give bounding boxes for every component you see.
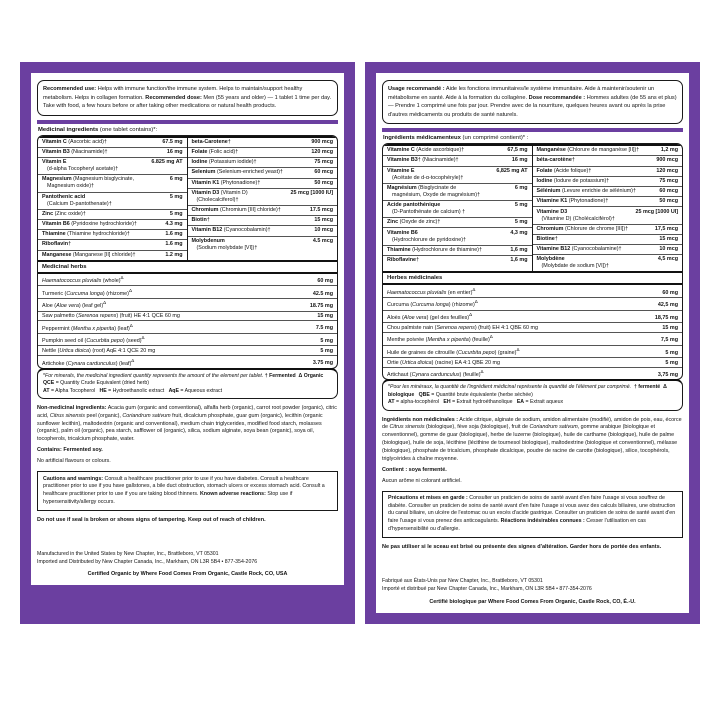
ingredient-amount: 75 mcg [659, 177, 678, 184]
ingredient-amount: 1,6 mg [510, 246, 528, 253]
recommended-use-box [37, 80, 338, 116]
cautions-and-warnings-box: Cautions and warnings: Consult a healthcare practitioner prior to use if you have diabetes. Consult a healthcare practitioner prior to use if you have gallstones, a bile duct obstruction, stomach ulcers or excess stomach acid. Consult a healthcare practitioner prior to use if you are taking blood thinners. Known adverse reactions: Stop use if hypersensitivity/allergy occurs. [37, 471, 338, 511]
ingredient-amount: 1.2 mg [165, 251, 183, 258]
ingredient-amount: 5 mg [514, 219, 528, 226]
ingredient-name: Vitamine B12 (Cyanocobalamine)† [536, 246, 622, 253]
ingredient-amount: 900 mcg [656, 157, 678, 164]
ingredient-amount: 25 mcg [1000 UI] [635, 208, 678, 215]
herb-name: Peppermint (Mentha x piperita) (leaf)$^\Delta$ [42, 322, 133, 332]
herb-row [383, 285, 682, 298]
ingredient-name: Biotine† [536, 235, 558, 242]
ingredient-row [38, 220, 187, 230]
ingredient-row [188, 179, 338, 189]
purple-divider [37, 120, 338, 124]
ingredient-amount: 1,6 mg [510, 256, 528, 263]
herb-name: Turmeric (Curcuma longa) (rhizome)$^\Delta$ [42, 287, 132, 297]
herb-name: Chou palmiste nain (Serenoa repens) (fruit) EH 4:1 QBE 60 mg [387, 324, 539, 331]
ingredient-subname: (Cholecalciferol)† [196, 196, 239, 203]
no-artificial-statement: Aucun arôme ni colorant artificiel. [382, 477, 462, 484]
herb-row [383, 298, 682, 311]
ingredient-row [383, 156, 532, 166]
ingredient-amount: 4,5 mcg [657, 256, 678, 263]
medicinal-herbs-title: Herbes médicinales [383, 271, 682, 285]
manufacturer-line-1: Manufactured in the United States by New Chapter, Inc., Brattleboro, VT 05301 [37, 550, 219, 557]
ingredient-row [38, 175, 187, 192]
ingredient-name: Iodine (Iodure de potassium)† [536, 177, 610, 184]
herb-amount: 5 mg [665, 349, 678, 356]
ingredient-name: Molybdenum (Sodium molybdate [VI])† [191, 237, 258, 251]
label-panel-en [20, 62, 355, 624]
herb-row [383, 346, 682, 359]
ingredient-name: Zinc (Oxyde de zinc)† [387, 219, 441, 226]
herb-amount: 15 mg [317, 312, 333, 319]
ingredient-name: Riboflavin† [42, 241, 72, 248]
herb-amount: 42,5 mg [657, 302, 678, 309]
herb-row [383, 323, 682, 333]
herb-amount: 18.75 mg [309, 303, 333, 310]
ingredient-amount: 16 mg [166, 148, 183, 155]
ingredient-row [188, 237, 338, 253]
ingredient-subname: (D-Pantothénate de calcium) † [392, 209, 466, 216]
ingredient-name: Vitamine B3† (Niacinamide)† [387, 157, 459, 164]
herb-name: Artichaut (Cynara cardunculus) (feuille)$^\Delta$ [387, 369, 484, 379]
ingredient-subname: (Vitamine D) (Cholécalciférol)† [541, 215, 615, 222]
ingredient-name: Vitamin K1 (Phytonadione)† [191, 179, 261, 186]
ingredient-row [533, 167, 683, 177]
ingredient-row [188, 138, 338, 148]
ingredient-name: beta-Carotene† [191, 138, 231, 145]
ingredient-amount: 5 mg [169, 210, 183, 217]
ingredient-row [533, 197, 683, 207]
ingredient-row [533, 207, 683, 224]
ingredient-name: Zinc (Zinc oxide)† [42, 210, 86, 217]
ingredient-amount: 120 mcg [656, 167, 678, 174]
herb-amount: 7.5 mg [315, 325, 333, 332]
ingredient-amount: 17.5 mcg [309, 207, 333, 214]
herb-row [38, 312, 337, 322]
ingredient-row [383, 201, 532, 218]
ingredient-row [383, 167, 532, 184]
ingredient-amount: 60 mcg [659, 188, 678, 195]
non-medicinal-ingredients: Non-medicinal ingredients: Acacia gum (organic and conventional), alfalfa herb (organic), carrot root powder (organic), citric acid, Citrus sinensis peel (organic), Coriandrum sativum fruit, dicalcium phosphate, guar gum (organic), lecithin (organic sunflower lecithin), maltodextrin (organic and conventional), medium chain triglycerides, modified food starch, molasses (organic), palm oil (organic), pea starch, safflower oil (organic), silica, sodium alginate, soya bean (organic), soya oil, tocopherols, tricalcium phosphate, water. [37, 404, 337, 443]
ingredient-amount: 15 mcg [314, 217, 333, 224]
ingredient-name: Magnesium (Magnesium bisglycinate, Magnesium oxide)† [42, 176, 134, 190]
herb-amount: 18,75 mg [654, 314, 678, 321]
ingredient-amount: 10 mcg [314, 227, 333, 234]
herb-name: Ortie (Urtica dioica) (racine) EA 4:1 QBE 20 mg [387, 359, 500, 366]
ingredient-row [533, 225, 683, 235]
herbs-list [383, 285, 682, 379]
ingredient-subname: magnésium, Oxyde de magnésium)† [392, 191, 481, 198]
ingredient-row [38, 240, 187, 250]
ingredient-row [188, 226, 338, 236]
manufacturer-info [382, 578, 683, 594]
ingredient-amount: 60 mcg [314, 169, 333, 176]
herb-name: Aloès (Aloe vera) (gel des feuilles)$^\Delta$ [387, 312, 473, 321]
herb-amount: 7,5 mg [660, 337, 678, 344]
herb-amount: 5 mg [665, 359, 678, 366]
ingredient-row [533, 255, 683, 271]
herb-name: Saw palmetto (Serenoa repens) (fruit) HE 4:1 QCE 60 mg [42, 312, 180, 319]
herb-name: Nettle (Urtica dioica) (root) AqE 4:1 QCE 20 mg [42, 347, 156, 354]
ingredient-amount: 67.5 mg [162, 138, 183, 145]
ingredients-table [382, 143, 683, 380]
ingredient-amount: 6,825 mg AT [496, 167, 528, 174]
ingredient-name: Folate (Folic acid)† [191, 148, 239, 155]
contains-statement: Contient : soya fermenté. [382, 466, 447, 473]
non-medicinal-ingredients: Ingrédients non médicinales : Acide citrique, alginate de sodium, amidon alimentaire (modifié), amidon de pois, eau, écorce de Citrus sinensis (biologique), fève soja (biologique), fruit de Coriandrum sativum, gomme arabique (biologique et conventionnel), gomme de guar (biologique), herbe de luzerne (biologique), huile de carthame (biologique), huile de palme (biologique), huile de soja, lécithine (lécithine de tournesol biologique), maltodextrine (biologique et conventionnel), mélasse (biologique), phosphate de tricalcium, phosphate dicalcique, poudre de racine de carotte (biologique), silice, tocophérols, triglycérides à chaîne moyenne. [382, 416, 682, 462]
ingredient-amount: 5 mg [169, 193, 183, 200]
herb-name: Aloe (Aloe vera) (leaf gel)$^\Delta$ [42, 300, 107, 310]
herb-row [38, 286, 337, 299]
ingredient-name: Riboflavine† [387, 256, 420, 263]
ingredient-subname: Magnesium oxide)† [47, 183, 95, 190]
ingredients-table [37, 135, 338, 369]
herb-row [383, 333, 682, 346]
panel-inner [376, 73, 689, 613]
manufacturer-line-2: Imported and Distributed by New Chapter Canada, Inc., Markham, ON L3R 5B4 • 877-354-2076 [37, 558, 258, 565]
ingredient-name: Vitamine C (Acide ascorbique)† [387, 147, 465, 154]
organic-certification: Certifié biologique par Where Food Comes From Organic, Castle Rock, CO, É.-U. [429, 598, 636, 605]
herb-amount: 5 mg [320, 347, 333, 354]
herb-name: Curcuma (Curcuma longa) (rhizome)$^\Delta$ [387, 299, 478, 309]
ingredient-row [38, 251, 187, 260]
ingredient-name: Magnésium (Bisglycinate de magnésium, Oxyde de magnésium)† [387, 184, 481, 198]
ingredient-row [533, 146, 683, 156]
herb-row [383, 311, 682, 324]
ingredients-column-right [188, 138, 338, 260]
ingredient-row [383, 256, 532, 265]
ingredient-amount: 16 mg [511, 157, 528, 164]
panel-inner [31, 73, 344, 585]
ingredient-row [533, 245, 683, 255]
ingredient-name: Pantothenic acid (Calcium D-pantothenate)† [42, 193, 112, 207]
ingredient-name: Biotin† [191, 217, 210, 224]
ingredient-amount: 6 mg [169, 176, 183, 183]
ingredient-name: Thiamine (Hydrochlorure de thiamine)† [387, 246, 482, 253]
ingredient-row [188, 206, 338, 216]
ingredient-row [38, 210, 187, 220]
manufacturer-info [37, 551, 338, 567]
herb-name: Haematococcus pluvialis (whole)$^\Delta$ [42, 275, 124, 284]
manufacturer-line-2: Importé et distribué par New Chapter Canada, Inc., Markham, ON L3R 5B4 • 877-354-2076 [382, 585, 592, 592]
label-panel-fr [365, 62, 700, 624]
ingredients-column-left [38, 138, 188, 260]
ingredient-name: béta-carotène† [536, 157, 575, 164]
ingredient-name: Vitamine K1 (Phytonadione)† [536, 198, 609, 205]
ingredient-amount: 1,2 mg [660, 147, 678, 154]
ingredient-amount: 6 mg [514, 184, 528, 191]
ingredient-name: Selenium (Selenium-enriched yeast)† [191, 169, 283, 176]
ingredient-row [188, 148, 338, 158]
ingredient-amount: 25 mcg [1000 IU] [290, 189, 333, 196]
herb-amount: 15 mg [662, 324, 678, 331]
herb-amount: 3,75 mg [657, 372, 678, 379]
ingredient-row [383, 184, 532, 201]
herb-name: Huile de graines de citrouille (Cucurbita pepo) (graine)$^\Delta$ [387, 346, 520, 356]
ingredient-name: Vitamin D3 (Vitamin D) (Cholecalciferol)† [191, 189, 248, 203]
ingredient-amount: 50 mcg [659, 198, 678, 205]
ingredient-name: Vitamin B3 (Niacinamide)† [42, 148, 108, 155]
organic-certification: Certified Organic by Where Food Comes From Organic, Castle Rock, CO, USA [87, 571, 288, 578]
ingredient-subname: (Hydrochlorure de pyridoxine)† [392, 236, 467, 243]
ingredient-name: Vitamine B6 (Hydrochlorure de pyridoxine)† [387, 229, 467, 243]
ingredient-name: Thiamine (Thiamine hydrochloride)† [42, 231, 130, 238]
ingredient-row [188, 189, 338, 206]
herb-amount: 60 mg [662, 289, 678, 296]
herb-row [383, 368, 682, 380]
no-artificial-statement: No artificial flavours or colours. [37, 458, 111, 465]
herb-row [38, 346, 337, 356]
cautions-and-warnings-box: Précautions et mises en garde : Consulter un praticien de soins de santé avant d'en faire l'usage si vous souffrez de diabète. Consulter un praticien de soins de santé avant d'en faire l'usage si vous avez des calculs biliaires, une obstruction du canal biliaire, un ulcère de l'estomac ou un excès d'acide gastrique. Consulter un praticien de soins de santé avant d'en faire l'usage si vous prenez des anticoagulants. Réactions indésirables connues : Cesser l'utilisation en cas d'hypersensibilité ou d'allergie. [382, 491, 683, 538]
tamper-seal-warning: Do not use if seal is broken or shows signs of tampering. Keep out of reach of children. [37, 516, 266, 523]
medicinal-ingredients-title: Ingrédients médicamenteux (un comprimé contient)* : [383, 135, 529, 141]
ingredient-name: Vitamin B12 (Cyanocobalamin)† [191, 227, 271, 234]
ingredient-name: Molybdène (Molybdate de sodium [VI])† [536, 256, 609, 270]
ingredient-row [383, 246, 532, 256]
recommended-use-text: Recommended use: Helps with immune function/the immune system. Helps to maintain/support healthy metabolism. Helps in collagen formation. Recommended dose: Men (55 years and older) — 1 tablet 1 time per day. Take with food, a few hours before or after taking other medications or natural health products. [43, 86, 332, 109]
herbs-list [38, 274, 337, 368]
ingredient-amount: 120 mcg [311, 148, 333, 155]
ingredient-name: Folate (Acide folique)† [536, 167, 592, 174]
ingredient-amount: 10 mcg [659, 246, 678, 253]
ingredient-amount: 5 mg [514, 202, 528, 209]
recommended-use-box [382, 80, 683, 124]
ingredient-amount: 900 mcg [311, 138, 333, 145]
ingredient-name: Acide pantothénique (D-Pantothénate de calcium) † [387, 202, 466, 216]
ingredient-row [38, 158, 187, 175]
herb-amount: 42.5 mg [312, 290, 333, 297]
ingredient-row [188, 216, 338, 226]
ingredient-amount: 4.5 mcg [312, 237, 333, 244]
ingredients-footnote: *For minerals, the medicinal ingredient quantity represents the amount of the element per tablet. † Fermented Δ Organic QCE = Quantity Crude Equivalent (dried herb) AT = Alpha Tocopherol HE = Hydroethanolic extract AqE = Aqueous extract [37, 368, 338, 399]
tamper-seal-warning: Ne pas utiliser si le sceau est brisé ou présente des signes d'altération. Garder hors de portée des enfants. [382, 543, 662, 550]
ingredient-name: Iodine (Potassium iodide)† [191, 159, 257, 166]
herb-name: Menthe poivrée (Mentha x piperita) (feuille)$^\Delta$ [387, 334, 493, 344]
ingredient-name: Chromium (Chromium [III] chloride)† [191, 207, 281, 214]
herb-row [38, 334, 337, 347]
ingredient-row [188, 158, 338, 168]
herb-name: Haematococcus pluvialis (en entier)$^\Delta$ [387, 286, 476, 296]
ingredient-row [383, 228, 532, 245]
ingredient-amount: 15 mcg [659, 235, 678, 242]
ingredients-column-left [383, 146, 533, 271]
ingredient-row [38, 148, 187, 158]
ingredient-amount: 4,3 mg [510, 229, 528, 236]
ingredients-columns [383, 146, 682, 271]
herb-name: Pumpkin seed oil (Cucurbita pepo) (seed)$^\Delta$ [42, 335, 145, 345]
ingredient-name: Sélénium (Levure enrichie de sélénium)† [536, 188, 636, 195]
ingredient-name: Vitamine D3 (Vitamine D) (Cholécalciférol)† [536, 208, 615, 222]
ingredient-name: Vitamin B6 (Pyridoxine hydrochloride)† [42, 221, 137, 228]
ingredient-name: Manganese (Manganese [II] chloride)† [42, 251, 136, 258]
ingredient-subname: (Sodium molybdate [VI])† [196, 244, 258, 251]
ingredient-amount: 1.6 mg [165, 231, 183, 238]
ingredients-column-right [533, 146, 683, 271]
manufacturer-line-1: Fabriqué aux États-Unis par New Chapter, Inc., Brattleboro, VT 05301 [382, 577, 543, 584]
herb-name: Artichoke (Cynara cardunculus) (leaf)$^\Delta$ [42, 357, 135, 367]
ingredients-columns [38, 138, 337, 260]
ingredient-amount: 17,5 mcg [654, 225, 678, 232]
ingredient-subname: (d-alpha Tocopheryl acetate)† [47, 166, 119, 173]
ingredient-name: Vitamine E (Acétate de d-α-tocophéryle)† [387, 167, 464, 181]
herb-row [383, 358, 682, 368]
ingredient-name: Chromium (Chlorure de chrome [III])† [536, 225, 629, 232]
ingredient-subname: (Calcium D-pantothenate)† [47, 200, 112, 207]
ingredients-footnote: *Pour les minéraux, la quantité de l'ingrédient médicinal représente la quantité de l'élément par comprimé. † fermenté Δ biologique QBE = Quantité brute équivalente (herbe séchée) AT = alpha-tocophérol EH = Extrait hydroéthanolique EA = Extrait aqueux [382, 379, 683, 410]
ingredient-subname: (Molybdate de sodium [VI])† [541, 263, 609, 270]
ingredient-row [38, 193, 187, 210]
ingredient-row [533, 177, 683, 187]
ingredient-row [188, 168, 338, 178]
ingredient-name: Vitamin E (d-alpha Tocopheryl acetate)† [42, 159, 119, 173]
contains-statement: Contains: Fermented soy. [37, 447, 103, 454]
herb-amount: 60 mg [317, 277, 333, 284]
ingredient-amount: 6.825 mg AT [151, 159, 183, 166]
ingredient-row [383, 146, 532, 156]
herb-row [38, 321, 337, 334]
ingredient-row [383, 218, 532, 228]
ingredient-name: Manganèse (Chlorure de manganèse [II])† [536, 147, 640, 154]
ingredient-amount: 4.3 mg [165, 221, 183, 228]
recommended-use-text: Usage recommandé : Aide les fonctions immunitaires/le système immunitaire. Aide à maintenir/soutenir un métabolisme en santé. Aide à la formation du collagène. Dose recommandée : Hommes adultes (de 55 ans et plus) — Prendre 1 comprimé une fois par jour. Prendre avec de la nourriture, quelques heures avant ou après la prise d'autres médicaments ou produits de santé naturels. [388, 86, 677, 118]
herb-amount: 5 mg [320, 338, 333, 345]
ingredient-row [38, 230, 187, 240]
ingredient-amount: 1.6 mg [165, 241, 183, 248]
herb-row [38, 274, 337, 287]
ingredient-amount: 67,5 mg [507, 147, 528, 154]
herb-row [38, 356, 337, 368]
ingredient-row [533, 156, 683, 166]
medicinal-herbs-title: Medicinal herbs [38, 260, 337, 274]
ingredient-row [38, 138, 187, 148]
ingredient-row [533, 187, 683, 197]
medicinal-ingredients-title: Medicinal ingredients (one tablet contains)*: [38, 126, 158, 133]
herb-amount: 3.75 mg [312, 360, 333, 367]
ingredient-amount: 75 mcg [314, 159, 333, 166]
ingredient-name: Vitamin C (Ascorbic acid)† [42, 138, 107, 145]
purple-divider [382, 128, 683, 132]
ingredient-row [533, 235, 683, 245]
ingredient-amount: 50 mcg [314, 179, 333, 186]
herb-row [38, 299, 337, 312]
ingredient-subname: (Acétate de d-α-tocophéryle)† [392, 174, 464, 181]
